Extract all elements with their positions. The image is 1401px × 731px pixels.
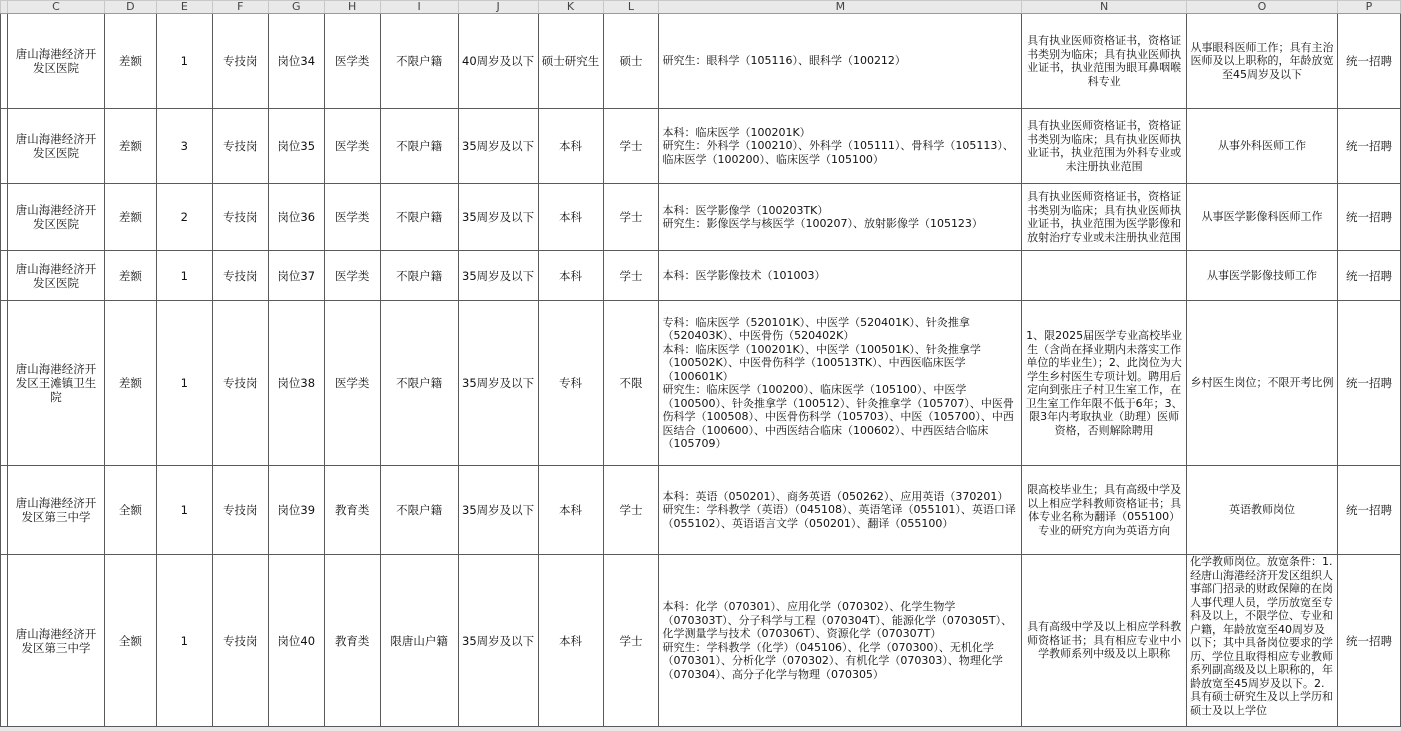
cell-method[interactable]: 统一招聘 xyxy=(1337,109,1400,184)
cell-funding[interactable]: 差额 xyxy=(104,301,156,466)
cell-education[interactable]: 本科 xyxy=(538,184,603,251)
row-gutter-cell[interactable] xyxy=(1,184,8,251)
cell-requirements[interactable] xyxy=(1022,251,1187,301)
cell-major[interactable]: 本科：临床医学（100201K） 研究生：外科学（100210）、外科学（105111）、骨科学（105113）、临床医学（100200）、临床医学（105100） xyxy=(659,109,1022,184)
cell-major[interactable]: 本科：英语（050201）、商务英语（050262）、应用英语（370201） 研究生：学科教学（英语）（045108）、英语笔译（055101）、英语口译（055102）、英语语言文学（050201）、翻译（055100） xyxy=(659,466,1022,555)
cell-household[interactable]: 不限户籍 xyxy=(380,184,458,251)
cell-post[interactable]: 岗位39 xyxy=(268,466,324,555)
cell-category[interactable]: 专技岗 xyxy=(212,555,268,727)
cell-education[interactable]: 本科 xyxy=(538,555,603,727)
cell-education[interactable]: 专科 xyxy=(538,301,603,466)
cell-major[interactable]: 研究生：眼科学（105116）、眼科学（100212） xyxy=(659,14,1022,109)
table-row xyxy=(1,109,1401,184)
cell-degree[interactable]: 学士 xyxy=(603,109,659,184)
cell-requirements[interactable]: 限高校毕业生；具有高级中学及以上相应学科教师资格证书；具体专业名称为翻译（055100）专业的研究方向为英语方向 xyxy=(1022,466,1187,555)
cell-degree[interactable]: 学士 xyxy=(603,466,659,555)
cell-remarks[interactable]: 化学教师岗位。放宽条件：1.经唐山海港经济开发区组织人事部门招录的财政保障的在岗人事代理人员，学历放宽至专科及以上，不限学位、专业和户籍，年龄放宽至40周岁及以下；其中具备岗位要求的学历、学位且取得相应专业教师系列副高级及以上职称的，年龄放宽至45周岁及以下。2.具有硕士研究生及以上学历和硕士及以上学位 xyxy=(1187,555,1338,727)
cell-degree[interactable]: 学士 xyxy=(603,184,659,251)
cell-remarks[interactable]: 从事眼科医师工作；具有主治医师及以上职称的，年龄放宽至45周岁及以下 xyxy=(1187,14,1338,109)
table-row xyxy=(1,251,1401,301)
cell-degree[interactable]: 硕士 xyxy=(603,14,659,109)
cell-age[interactable]: 35周岁及以下 xyxy=(458,184,538,251)
cell-unit[interactable]: 唐山海港经济开发区第三中学 xyxy=(8,466,105,555)
column-header[interactable]: N xyxy=(1022,1,1187,14)
row-gutter-cell[interactable] xyxy=(1,109,8,184)
cell-count[interactable]: 1 xyxy=(156,251,212,301)
cell-funding[interactable]: 差额 xyxy=(104,109,156,184)
column-header[interactable]: E xyxy=(156,1,212,14)
cell-age[interactable]: 35周岁及以下 xyxy=(458,466,538,555)
cell-type[interactable]: 教育类 xyxy=(324,555,380,727)
column-header[interactable]: F xyxy=(212,1,268,14)
cell-household[interactable]: 限唐山户籍 xyxy=(380,555,458,727)
cell-post[interactable]: 岗位37 xyxy=(268,251,324,301)
cell-household[interactable]: 不限户籍 xyxy=(380,109,458,184)
cell-household[interactable]: 不限户籍 xyxy=(380,14,458,109)
table-row xyxy=(1,466,1401,555)
cell-unit[interactable]: 唐山海港经济开发区第三中学 xyxy=(8,555,105,727)
cell-post[interactable]: 岗位36 xyxy=(268,184,324,251)
column-header[interactable]: H xyxy=(324,1,380,14)
column-header-row xyxy=(1,1,1401,14)
column-header[interactable]: C xyxy=(8,1,105,14)
cell-post[interactable]: 岗位35 xyxy=(268,109,324,184)
cell-funding[interactable]: 全额 xyxy=(104,466,156,555)
cell-education[interactable]: 硕士研究生 xyxy=(538,14,603,109)
cell-household[interactable]: 不限户籍 xyxy=(380,301,458,466)
row-gutter-cell[interactable] xyxy=(1,555,8,727)
cell-unit[interactable]: 唐山海港经济开发区医院 xyxy=(8,14,105,109)
cell-requirements[interactable]: 具有执业医师资格证书，资格证书类别为临床；具有执业医师执业证书，执业范围为眼耳鼻咽喉科专业 xyxy=(1022,14,1187,109)
cell-category[interactable]: 专技岗 xyxy=(212,14,268,109)
cell-type[interactable]: 医学类 xyxy=(324,301,380,466)
table-row xyxy=(1,184,1401,251)
column-header[interactable]: G xyxy=(268,1,324,14)
cell-category[interactable]: 专技岗 xyxy=(212,466,268,555)
cell-funding[interactable]: 差额 xyxy=(104,14,156,109)
cell-funding[interactable]: 差额 xyxy=(104,184,156,251)
cell-count[interactable]: 1 xyxy=(156,555,212,727)
cell-type[interactable]: 医学类 xyxy=(324,184,380,251)
column-header[interactable]: K xyxy=(538,1,603,14)
cell-education[interactable]: 本科 xyxy=(538,251,603,301)
row-gutter-cell[interactable] xyxy=(1,251,8,301)
cell-type[interactable]: 教育类 xyxy=(324,466,380,555)
cell-unit[interactable]: 唐山海港经济开发区王滩镇卫生院 xyxy=(8,301,105,466)
cell-requirements[interactable]: 具有执业医师资格证书，资格证书类别为临床；具有执业医师执业证书，执业范围为医学影像和放射治疗专业或未注册执业范围 xyxy=(1022,184,1187,251)
cell-count[interactable]: 1 xyxy=(156,466,212,555)
cell-age[interactable]: 35周岁及以下 xyxy=(458,301,538,466)
cell-category[interactable]: 专技岗 xyxy=(212,301,268,466)
cell-type[interactable]: 医学类 xyxy=(324,14,380,109)
cell-degree[interactable]: 学士 xyxy=(603,555,659,727)
column-header[interactable]: M xyxy=(659,1,1022,14)
cell-remarks[interactable]: 乡村医生岗位；不限开考比例 xyxy=(1187,301,1338,466)
cell-count[interactable]: 3 xyxy=(156,109,212,184)
cell-age[interactable]: 35周岁及以下 xyxy=(458,555,538,727)
cell-degree[interactable]: 不限 xyxy=(603,301,659,466)
table-row xyxy=(1,301,1401,466)
cell-requirements[interactable]: 1、限2025届医学专业高校毕业生（含尚在择业期内未落实工作单位的毕业生）；2、此岗位为大学生乡村医生专项计划。聘用后定向到张庄子村卫生室工作，在卫生室工作年限不低于6年；3、限3年内考取执业（助理）医师资格，否则解除聘用 xyxy=(1022,301,1187,466)
horizontal-scrollbar[interactable] xyxy=(0,727,1401,731)
column-header[interactable]: J xyxy=(458,1,538,14)
cell-remarks[interactable]: 从事医学影像科医师工作 xyxy=(1187,184,1338,251)
cell-method[interactable]: 统一招聘 xyxy=(1337,555,1400,727)
cell-funding[interactable]: 差额 xyxy=(104,251,156,301)
cell-funding[interactable]: 全额 xyxy=(104,555,156,727)
column-header-corner[interactable] xyxy=(1,1,8,14)
cell-post[interactable]: 岗位38 xyxy=(268,301,324,466)
cell-age[interactable]: 35周岁及以下 xyxy=(458,251,538,301)
row-gutter-cell[interactable] xyxy=(1,14,8,109)
cell-count[interactable]: 2 xyxy=(156,184,212,251)
cell-method[interactable]: 统一招聘 xyxy=(1337,301,1400,466)
column-header[interactable]: P xyxy=(1337,1,1400,14)
column-header[interactable]: O xyxy=(1187,1,1338,14)
cell-count[interactable]: 1 xyxy=(156,301,212,466)
cell-remarks[interactable]: 从事医学影像技师工作 xyxy=(1187,251,1338,301)
column-header[interactable]: I xyxy=(380,1,458,14)
column-header[interactable]: D xyxy=(104,1,156,14)
cell-major[interactable]: 本科：医学影像技术（101003） xyxy=(659,251,1022,301)
row-gutter-cell[interactable] xyxy=(1,466,8,555)
row-gutter-cell[interactable] xyxy=(1,301,8,466)
cell-requirements[interactable]: 具有高级中学及以上相应学科教师资格证书；具有相应专业中小学教师系列中级及以上职称 xyxy=(1022,555,1187,727)
table-row xyxy=(1,555,1401,727)
cell-education[interactable]: 本科 xyxy=(538,466,603,555)
cell-age[interactable]: 35周岁及以下 xyxy=(458,109,538,184)
cell-education[interactable]: 本科 xyxy=(538,109,603,184)
cell-method[interactable]: 统一招聘 xyxy=(1337,184,1400,251)
cell-type[interactable]: 医学类 xyxy=(324,251,380,301)
cell-post[interactable]: 岗位40 xyxy=(268,555,324,727)
cell-post[interactable]: 岗位34 xyxy=(268,14,324,109)
cell-category[interactable]: 专技岗 xyxy=(212,109,268,184)
cell-method[interactable]: 统一招聘 xyxy=(1337,251,1400,301)
cell-method[interactable]: 统一招聘 xyxy=(1337,466,1400,555)
cell-major[interactable]: 本科：化学（070301）、应用化学（070302）、化学生物学（070303T）、分子科学与工程（070304T）、能源化学（070305T）、化学测量学与技术（070306T）、资源化学（070307T） 研究生：学科教学（化学）（045106）、化学（070300）、无机化学（070301）、分析化学（070302）、有机化学（070303）、物理化学（070304）、高分子化学与物理（070305） xyxy=(659,555,1022,727)
column-header[interactable]: L xyxy=(603,1,659,14)
cell-degree[interactable]: 学士 xyxy=(603,251,659,301)
table-row xyxy=(1,14,1401,109)
cell-remarks[interactable]: 英语教师岗位 xyxy=(1187,466,1338,555)
cell-household[interactable]: 不限户籍 xyxy=(380,466,458,555)
cell-age[interactable]: 40周岁及以下 xyxy=(458,14,538,109)
cell-count[interactable]: 1 xyxy=(156,14,212,109)
cell-unit[interactable]: 唐山海港经济开发区医院 xyxy=(8,184,105,251)
cell-category[interactable]: 专技岗 xyxy=(212,184,268,251)
cell-category[interactable]: 专技岗 xyxy=(212,251,268,301)
cell-major[interactable]: 专科：临床医学（520101K）、中医学（520401K）、针灸推拿（520403K）、中医骨伤（520402K） 本科：临床医学（100201K）、中医学（100501K）、针灸推拿学（100502K）、中医骨伤科学（100513TK）、中西医临床医学（100601K） 研究生：临床医学（100200）、临床医学（105100）、中医学（100500）、针灸推拿学（100512）、针灸推拿学（105707）、中医骨伤科学（100508）、中医骨伤科学（105703）、中医（105700）、中西医结合（100600）、中西医结合临床（100602）、中西医结合临床（105709） xyxy=(659,301,1022,466)
cell-requirements[interactable]: 具有执业医师资格证书，资格证书类别为临床；具有执业医师执业证书，执业范围为外科专业或未注册执业范围 xyxy=(1022,109,1187,184)
cell-method[interactable]: 统一招聘 xyxy=(1337,14,1400,109)
cell-type[interactable]: 医学类 xyxy=(324,109,380,184)
cell-major[interactable]: 本科：医学影像学（100203TK） 研究生：影像医学与核医学（100207）、放射影像学（105123） xyxy=(659,184,1022,251)
cell-remarks[interactable]: 从事外科医师工作 xyxy=(1187,109,1338,184)
cell-unit[interactable]: 唐山海港经济开发区医院 xyxy=(8,251,105,301)
cell-household[interactable]: 不限户籍 xyxy=(380,251,458,301)
cell-unit[interactable]: 唐山海港经济开发区医院 xyxy=(8,109,105,184)
